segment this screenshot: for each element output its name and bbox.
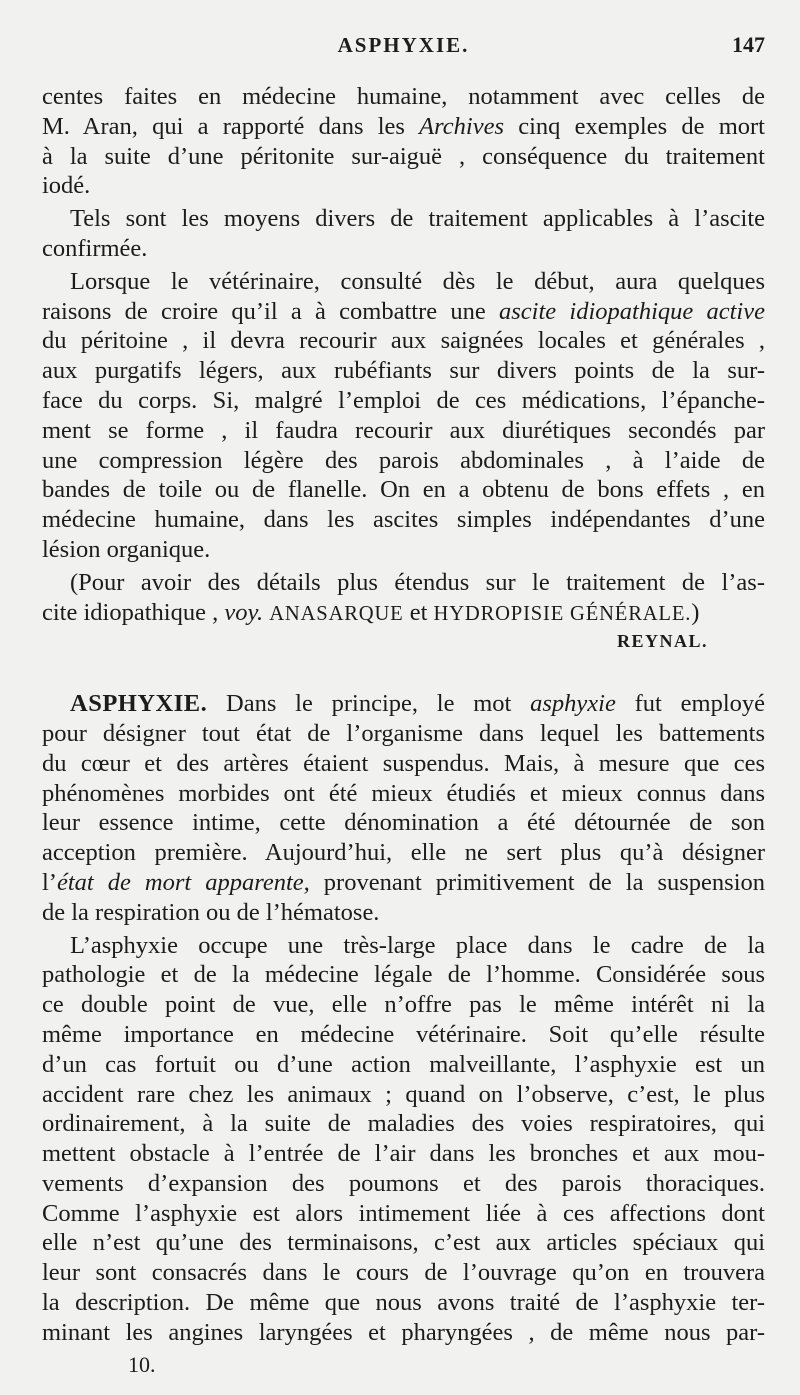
text-line: [42, 505, 765, 535]
text-line: [42, 267, 765, 297]
text-line: [42, 326, 765, 356]
paragraph: [42, 267, 765, 565]
text-line: [42, 568, 765, 598]
text-run: pour désigner tout état de l’organisme dans lequel les battements: [42, 719, 765, 747]
text-line: [42, 234, 765, 264]
text-run: ment se forme , il faudra recourir aux diurétiques secondés par: [42, 416, 765, 444]
text-run: M. Aran, qui a rapporté dans les: [42, 112, 420, 140]
text-line: [42, 1228, 765, 1258]
page-header: [42, 30, 765, 62]
text-line: [42, 1288, 765, 1318]
article-heading: ASPHYXIE.: [70, 690, 208, 718]
text-run: cinq exemples de mort: [503, 112, 765, 140]
text-line: [42, 297, 765, 327]
text-line: [42, 475, 765, 505]
text-run: elle n’est qu’une des terminaisons, c’est aux articles spéciaux qui: [42, 1229, 765, 1257]
text-run: Dans le principe, le mot: [207, 690, 531, 718]
text-run: mettent obstacle à l’entrée de l’air dans les bronches et aux mou-: [42, 1140, 765, 1168]
text-line: [42, 356, 765, 386]
text-run: raisons de croire qu’il a à combattre une: [42, 297, 499, 325]
text-line: [42, 868, 765, 898]
text-line: [42, 990, 765, 1020]
text-line: [42, 931, 765, 961]
text-line: [42, 1318, 765, 1348]
text-run: Comme l’asphyxie est alors intimement liée à ces affections dont: [42, 1199, 765, 1227]
text-line: [42, 82, 765, 112]
text-run: ce double point de vue, elle n’offre pas le même intérêt ni la: [42, 991, 765, 1019]
italic-text: ascite idiopathique active: [499, 297, 765, 325]
italic-text: Archives: [419, 112, 504, 140]
text-run: d’un cas fortuit ou d’une action malveillante, l’asphyxie est un: [42, 1050, 765, 1078]
text-run: centes faites en médecine humaine, notamment avec celles de: [42, 83, 765, 110]
text-run: confirmée.: [42, 234, 148, 262]
paragraph: [42, 568, 765, 628]
text-run: phénomènes morbides ont été mieux étudiés et mieux connus dans: [42, 779, 765, 807]
text-run: pathologie et de la médecine légale de l’homme. Considérée sous: [42, 961, 765, 989]
article-asphyxie: [42, 689, 765, 1348]
text-run: minant les angines laryngées et pharyngées , de même nous par-: [42, 1318, 765, 1346]
text-run: à la suite d’une péritonite sur-aiguë , conséquence du traitement: [42, 142, 765, 170]
text-run: bandes de toile ou de flanelle. On en a obtenu de bons effets , en: [42, 476, 765, 504]
text-run: la description. De même que nous avons traité de l’asphyxie ter-: [42, 1289, 765, 1317]
text-run: vements d’expansion des poumons et des parois thoraciques.: [42, 1169, 765, 1197]
text-line: [42, 1080, 765, 1110]
text-line: [42, 779, 765, 809]
running-title: ASPHYXIE.: [337, 33, 470, 57]
text-run: du cœur et des artères étaient suspendus. Mais, à mesure que ces: [42, 749, 765, 777]
text-line: [42, 112, 765, 142]
text-run: leur sont consacrés dans le cours de l’ouvrage qu’on en trouvera: [42, 1259, 765, 1287]
signature-mark: 10.: [128, 1352, 156, 1377]
paragraph: [42, 931, 765, 1348]
italic-text: état de mort apparente,: [56, 868, 310, 896]
text-line: [42, 960, 765, 990]
article-ascite-end: [42, 82, 765, 627]
text-line: [42, 808, 765, 838]
text-run: Lorsque le vétérinaire, consulté dès le début, aura quelques: [70, 267, 765, 295]
text-line: [42, 1169, 765, 1199]
text-run: du péritoine , il devra recourir aux saignées locales et générales ,: [42, 327, 765, 355]
text-run: ordinairement, à la suite de maladies des voies respiratoires, qui: [42, 1110, 765, 1138]
text-line: [42, 898, 765, 928]
text-body: [42, 82, 765, 1348]
text-run: cite idiopathique ,: [42, 598, 225, 626]
text-run: médecine humaine, dans les ascites simples indépendantes d’une: [42, 506, 765, 534]
text-line: [42, 598, 765, 628]
paragraph: [42, 82, 765, 201]
text-line: [42, 1199, 765, 1229]
page-number: 147: [732, 32, 765, 57]
text-run: (Pour avoir des détails plus étendus sur le traitement de l’as-: [70, 568, 765, 596]
text-run: ): [691, 598, 700, 626]
text-line: [42, 1020, 765, 1050]
text-run: Tels sont les moyens divers de traitement applicables à l’ascite: [70, 205, 765, 233]
text-run: lésion organique.: [42, 535, 211, 563]
text-line: [42, 689, 765, 719]
text-run: même importance en médecine vétérinaire. Soit qu’elle résulte: [42, 1020, 765, 1048]
text-line: [42, 535, 765, 565]
text-run: provenant primitivement de la suspension: [309, 868, 766, 896]
text-line: [42, 1139, 765, 1169]
text-line: [42, 749, 765, 779]
text-run: une compression légère des parois abdominales , à l’aide de: [42, 446, 765, 474]
text-line: [42, 446, 765, 476]
paragraph: [42, 689, 765, 927]
text-line: [42, 386, 765, 416]
text-run: face du corps. Si, malgré l’emploi de ces médications, l’épanche-: [42, 386, 765, 414]
italic-text: asphyxie: [530, 690, 616, 718]
text-run: acception première. Aujourd’hui, elle ne sert plus qu’à désigner: [42, 839, 765, 867]
text-line: [42, 416, 765, 446]
text-line: [42, 1109, 765, 1139]
text-run: iodé.: [42, 172, 91, 200]
text-line: [42, 171, 765, 201]
text-line: [42, 1258, 765, 1288]
italic-text: voy.: [224, 598, 264, 626]
text-run: fut employé: [615, 690, 765, 718]
text-line: [42, 142, 765, 172]
text-line: [42, 1050, 765, 1080]
text-run: l’: [42, 868, 57, 896]
text-run: de la respiration ou de l’hématose.: [42, 898, 380, 926]
paragraph: [42, 204, 765, 264]
text-run: et: [403, 598, 434, 626]
text-run: L’asphyxie occupe une très-large place dans le cadre de la: [70, 931, 765, 959]
text-run: leur essence intime, cette dénomination a été détournée de son: [42, 809, 765, 837]
text-line: [42, 719, 765, 749]
text-line: [42, 838, 765, 868]
text-run: aux purgatifs légers, aux rubéfiants sur divers points de la sur-: [42, 357, 765, 385]
author-signature: REYNAL.: [616, 631, 708, 652]
text-run: accident rare chez les animaux ; quand on l’observe, c’est, le plus: [42, 1080, 765, 1108]
smallcaps-text: ANASARQUE: [269, 602, 404, 625]
text-line: [42, 204, 765, 234]
smallcaps-text: HYDROPISIE GÉNÉRALE.: [433, 602, 692, 625]
